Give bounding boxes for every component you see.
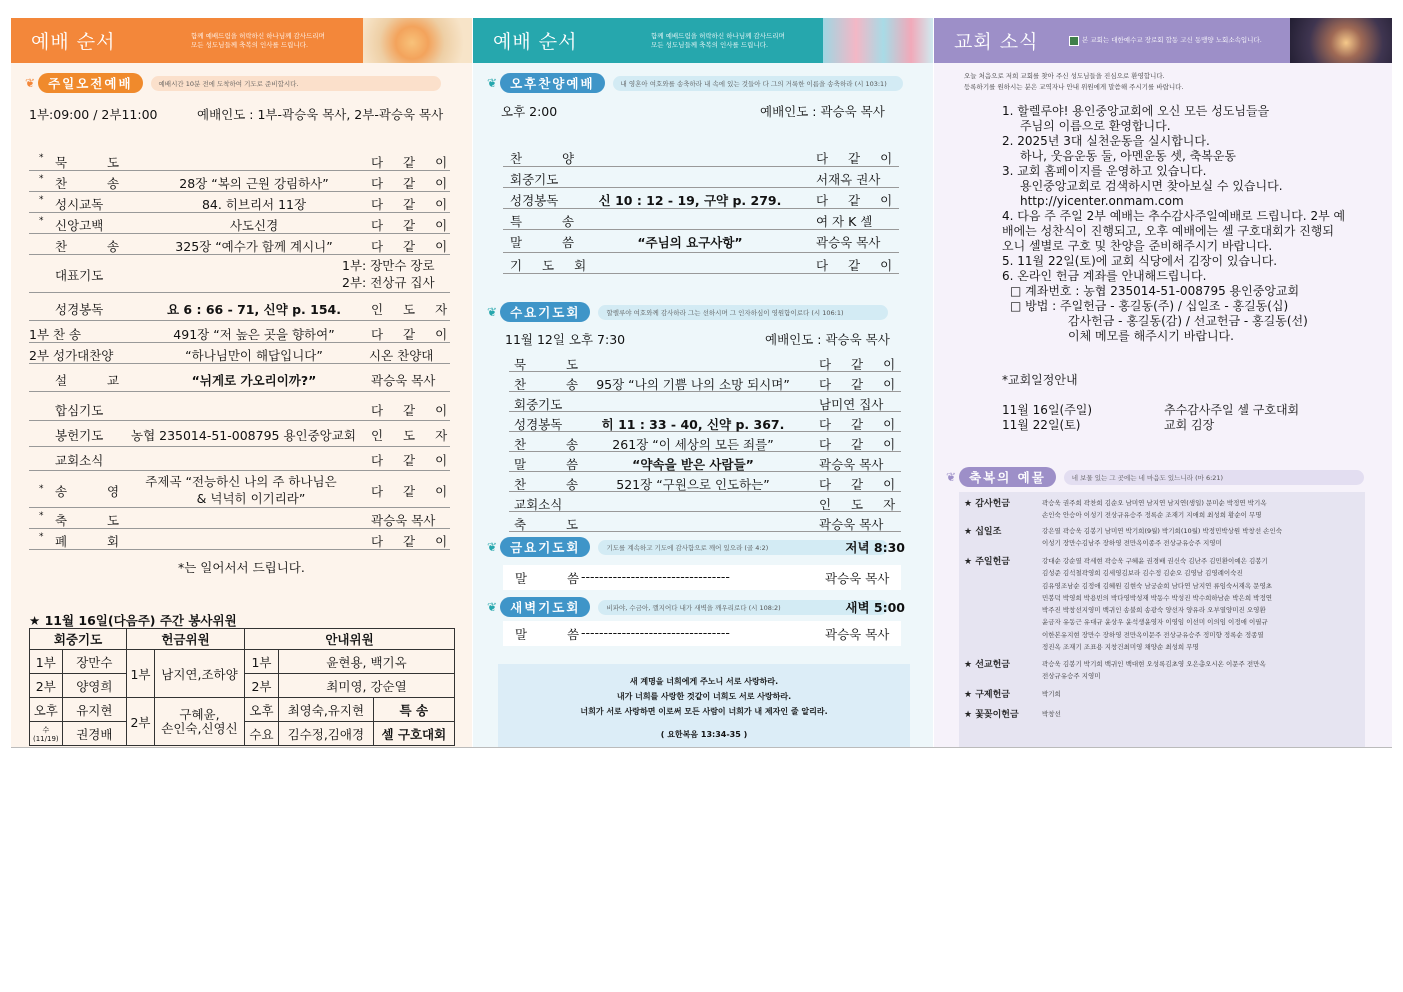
order-label: 합심기도 [55, 403, 104, 418]
sermon-title: “뉘게로 가오리이까?” [191, 373, 317, 388]
c2-section-pill: 오후찬양예배 [500, 73, 604, 93]
offering-category: ★ 구제헌금 [964, 690, 1010, 700]
order-row [29, 213, 456, 234]
doxology-label: 송 영 [55, 484, 138, 499]
tulip-photo [823, 18, 933, 63]
closing-who: 다 같 이 [371, 534, 456, 549]
c1-subtitle [191, 32, 366, 48]
serve-cell: 2부 [245, 674, 279, 698]
news-item: 하나, 웃음운동 둘, 아멘운동 셋, 축복운동 [1020, 149, 1236, 163]
order-who: 곽승욱 목사 [819, 517, 884, 532]
verse-line: 내가 너희를 사랑한 것같이 너희도 서로 사랑하라. [616, 692, 792, 701]
news-item: 5. 11월 22일(토)에 교회 식당에서 김장이 있습니다. [1002, 254, 1278, 268]
names-line: 윤금자 유동근 유대규 윤상우 윤석생윤영자 이영임 이선미 이의임 이정애 이필규 [1042, 618, 1268, 627]
order-label: 찬 양 [510, 151, 593, 166]
order-content: “약속을 받은 사람들” [632, 457, 754, 472]
serve-cell: 최미영, 강순열 [279, 674, 455, 698]
order-row [503, 253, 899, 274]
order-row [29, 422, 456, 447]
order-who: 다 같 이 [819, 437, 904, 452]
order-row [503, 230, 899, 253]
welcome-line: 등록하기를 원하시는 분은 교역자나 안내 위원에게 말씀해 주시기를 바랍니다. [964, 83, 1184, 91]
serve-cell: 2부 [127, 698, 155, 746]
order-who: 인 도 자 [819, 497, 904, 512]
wed-leader: 예배인도 : 곽승욱 목사 [765, 332, 890, 347]
choir-text: “하나님만이 해답입니다” [185, 348, 323, 363]
order-who: 여 자 K 셀 [816, 214, 873, 229]
afternoon-service-panel [473, 18, 933, 748]
order-label: 묵 도 [55, 155, 138, 170]
welcome-line: 오늘 처음으로 저희 교회를 찾아 주신 성도님들을 진심으로 환영합니다. [964, 72, 1165, 80]
order-label: 성시교독 [55, 197, 104, 212]
verse-line: 너희가 서로 사랑하면 이로써 모든 사람이 너희가 내 제자인 줄 알리라. [580, 707, 828, 716]
names-line: 정진옥 조재기 조표용 지창건최미영 채양순 최성희 무명 [1042, 643, 1199, 652]
order-who: 다 같 이 [371, 218, 456, 233]
serve-title-text: 11월 16일(다음주) 주간 봉사위원 [44, 613, 237, 628]
offering-names [1042, 555, 1272, 653]
dawn-who: 곽승욱 목사 [825, 627, 890, 642]
order-label: 성경봉독 [514, 417, 563, 432]
order-label: 회중기도 [510, 172, 559, 187]
leaf-icon: ❦ [487, 540, 498, 554]
serve-cell: 2부 [30, 674, 63, 698]
afternoon-time: 오후 2:00 [501, 104, 558, 119]
c1-time: 1부:09:00 / 2부11:00 [29, 107, 158, 122]
order-content: 325장 “예수가 함께 계시니” [175, 239, 333, 254]
flower-photo [363, 18, 472, 63]
offering-section-note: 네 보물 있는 그 곳에는 네 마음도 있느니라 (마 6:21) [1064, 470, 1364, 485]
news-item: 오니 셀별로 구호 및 찬양을 준비해주시기 바랍니다. [1002, 239, 1273, 253]
order-label: 찬 송 [55, 239, 138, 254]
closing-row [29, 529, 456, 550]
closing-label: 폐 회 [55, 534, 138, 549]
order-who: 다 같 이 [371, 403, 456, 418]
names-line: 손인숙 안승아 이성기 전상규유승주 정록순 조재기 지애희 최성희 황순이 무명 [1042, 511, 1262, 520]
order-content: 261장 “이 세상의 모든 죄를” [612, 437, 774, 452]
offering-category: ★ 감사헌금 [964, 499, 1010, 509]
offering-names [1042, 688, 1061, 700]
c2-subtitle-line: 모든 성도님들께 축복의 인사를 드립니다. [651, 40, 769, 49]
order-label: 교회소식 [55, 453, 104, 468]
order-row [29, 171, 456, 192]
offering-section-header [946, 467, 1364, 487]
news-item: 3. 교회 홈페이지를 운영하고 있습니다. [1002, 164, 1207, 178]
schedule-event: 추수감사주일 셀 구호대회 [1164, 403, 1300, 417]
order-who: 서재옥 권사 [816, 172, 881, 187]
c2-section-header [487, 73, 903, 93]
sermon-label: 설 교 [55, 373, 138, 388]
offering-category: ★ 선교헌금 [964, 660, 1010, 670]
doxology-line: 주제곡 “전능하신 나의 주 하나님은 [145, 474, 337, 489]
order-who: 다 같 이 [371, 484, 456, 499]
news-item: 4. 다음 주 주일 2부 예배는 추수감사주일예배로 드립니다. 2부 예 [1002, 209, 1346, 223]
c3-title: 교회 소식 [954, 31, 1039, 53]
stand-note: *는 일어서서 드립니다. [178, 560, 305, 575]
c1-title: 예배 순서 [31, 31, 116, 53]
order-who: 다 같 이 [371, 453, 456, 468]
fri-section-pill: 금요기도회 [500, 537, 590, 557]
serve-cell: 김수정,김애경 [279, 722, 374, 746]
order-label: 말 씀 [510, 235, 593, 250]
doxology-line: & 넉넉히 이기리라” [196, 491, 306, 506]
order-content: 521장 “구원으로 인도하는” [616, 477, 770, 492]
lantern-photo [1290, 18, 1392, 63]
dawn-label: 말 씀 [515, 627, 598, 642]
c1-subtitle-line: 모든 성도님들께 축복의 인사를 드립니다. [191, 40, 309, 49]
offering-list [959, 492, 1365, 748]
stand-mark: * [39, 195, 44, 205]
reading-label: 성경봉독 [55, 302, 104, 317]
order-label: 성경봉독 [510, 193, 559, 208]
c2-subtitle [651, 32, 826, 48]
fri-label: 말 씀 [515, 571, 598, 586]
benediction-who: 곽승욱 목사 [371, 513, 436, 528]
stand-mark: * [39, 532, 44, 542]
news-item: 용인중앙교회로 검색하시면 찾아보실 수 있습니다. [1020, 179, 1283, 193]
verse-line: 새 계명을 너희에게 주노니 서로 사랑하라. [629, 677, 779, 686]
reading-who: 인 도 자 [371, 302, 456, 317]
order-label: 찬 송 [55, 176, 138, 191]
serve-table [29, 628, 455, 746]
names-line: 강은열 곽승욱 김봉기 남미연 박기희(9월) 박기희(10월) 박정민박상원 박창선 손인숙 [1042, 527, 1283, 535]
order-content: 84. 히브리서 11장 [201, 197, 307, 212]
order-row [29, 398, 456, 421]
c1-banner [11, 18, 472, 63]
serve-cell: 수(11/19) [30, 722, 63, 746]
names-line: 김성준 김석철곽영희 김세영김보라 김수정 김순오 김영남 김영례이숙진 [1042, 569, 1243, 578]
offering-names [1042, 658, 1266, 683]
order-row [29, 448, 456, 471]
benediction-label: 축 도 [55, 513, 138, 528]
names-line: 이한본유지현 장만수 장하영 전만옥이문주 전상규유승주 정미향 정록순 정종열 [1042, 630, 1264, 639]
order-content: 히 11 : 33 - 40, 신약 p. 367. [601, 417, 785, 432]
dawn-section-pill: 새벽기도회 [500, 597, 590, 617]
bottom-divider [11, 747, 1392, 748]
fri-row [503, 565, 901, 590]
prayer-row [29, 255, 450, 293]
order-content: 사도신경 [229, 218, 279, 233]
stand-mark: * [39, 174, 44, 184]
leaf-icon: ❦ [487, 76, 498, 90]
order-who: 다 같 이 [371, 239, 456, 254]
wed-section-pill: 수요기도회 [500, 302, 590, 322]
order-content: 95장 “나의 기쁨 나의 소망 되시며” [596, 377, 790, 392]
order-label: 교회소식 [514, 497, 563, 512]
church-news-panel [934, 18, 1392, 748]
c2-title: 예배 순서 [493, 31, 578, 53]
c3-subtitle: 본 교회는 대한예수교 장로회 합동 고신 동맹양 노회소속입니다. [1082, 36, 1262, 45]
order-row [29, 234, 456, 255]
leaf-icon: ❦ [487, 600, 498, 614]
order-row [503, 188, 899, 209]
order-who: 다 같 이 [816, 193, 901, 208]
wed-time: 11월 12일 오후 7:30 [505, 332, 626, 347]
website-link[interactable]: http://yicenter.onmam.com [1020, 194, 1184, 208]
doxology-row [29, 472, 456, 508]
afternoon-leader: 예배인도 : 곽승욱 목사 [760, 104, 885, 119]
schedule-date: 11월 22일(토) [1002, 418, 1081, 432]
order-label: 찬 송 [514, 477, 597, 492]
names-line: 전상규유승주 지영미 [1042, 672, 1101, 681]
schedule-event: 교회 김장 [1164, 418, 1215, 432]
serve-cell: 장만수 [62, 650, 126, 674]
order-row [509, 472, 904, 492]
order-label: 축 도 [514, 517, 597, 532]
choir-who: 시온 찬양대 [369, 348, 434, 363]
news-item: 배에는 성찬식이 진행되고, 오후 예배에는 셀 구호대회가 진행되 [1002, 224, 1334, 238]
order-who: 다 같 이 [371, 155, 456, 170]
sermon-who: 곽승욱 목사 [371, 373, 436, 388]
serve-head: 헌금위원 [127, 629, 245, 650]
stand-mark: * [39, 484, 44, 494]
account-line: □ 방법 : 주일헌금 - 홍길동(주) / 십일조 - 홍길동(십) [1010, 299, 1289, 313]
serve-cell: 최영숙,유지현 [279, 698, 374, 722]
order-row [509, 372, 904, 392]
dawn-row [503, 621, 901, 646]
names-line: 곽승욱 권주희 곽찬희 김순오 남미연 남지연 남지연(생일) 문미순 박정연 박기옥 [1042, 499, 1267, 507]
order-row [509, 412, 904, 432]
order-who: 남미연 집사 [819, 397, 884, 412]
serve-head: 회중기도 [30, 629, 127, 650]
names-line: 김유영조남순 김정애 김혜원 김현숙 남궁순희 남다연 남지연 류임숙서재옥 문영초 [1042, 581, 1273, 590]
dawn-dash: --------------------------------- [581, 625, 730, 640]
account-line: □ 계좌번호 : 농협 235014-51-008795 용인중앙교회 [1010, 284, 1300, 298]
sermon-row [29, 367, 450, 392]
fri-time: 저녁 8:30 [845, 540, 905, 555]
offering-section-pill: 축복의 예물 [959, 467, 1056, 487]
order-label: 봉헌기도 [55, 428, 104, 443]
order-who: 다 같 이 [819, 377, 904, 392]
names-line: 박창선 [1042, 710, 1061, 718]
order-label: 기 도 회 [510, 258, 595, 273]
fri-section-note: 기도를 계속하고 기도에 감사함으로 깨어 있으라 (골 4:2) [598, 540, 888, 555]
order-who: 다 같 이 [816, 258, 901, 273]
offering-names [1042, 497, 1267, 522]
schedule-date: 11월 16일(주일) [1002, 403, 1093, 417]
c2-subtitle-line: 함께 예배드림을 허락하신 하나님께 감사드리며 [651, 32, 785, 41]
choir-label: 2부 성가대찬양 [29, 348, 114, 363]
news-item: 주님의 이름으로 환영합니다. [1020, 119, 1171, 133]
serve-cell: 1부 [30, 650, 63, 674]
stand-mark: * [39, 216, 44, 226]
offering-category: ★ 꽃꽂이헌금 [964, 710, 1019, 720]
serve-cell: 1부 [245, 650, 279, 674]
order-who: 인 도 자 [371, 428, 456, 443]
serve-cell: 양영희 [62, 674, 126, 698]
prayer-second: 2부: 전상규 집사 [342, 275, 435, 290]
serve-title: ★ 11월 16일(다음주) 주간 봉사위원 [29, 613, 237, 628]
serve-cell: 특 송 [373, 698, 454, 722]
news-item: 1. 할렐루야! 용인중앙교회에 오신 모든 성도님들을 [1002, 104, 1270, 118]
offering-names [1042, 525, 1282, 550]
c1-section-header [25, 73, 441, 93]
fri-who: 곽승욱 목사 [825, 571, 890, 586]
order-who: 다 같 이 [371, 176, 456, 191]
stand-mark: * [39, 511, 44, 521]
c2-section-note: 내 영혼아 여호와를 송축하라 내 속에 있는 것들아 다 그의 거룩한 이름을 송축하라 (시 103:1) [613, 76, 903, 91]
order-content: “주님의 요구사항” [637, 235, 743, 250]
serve-cell: 남지연,조하양 [155, 650, 245, 698]
order-row [509, 492, 904, 512]
church-logo-icon [1069, 36, 1079, 46]
order-who: 다 같 이 [819, 417, 904, 432]
order-who: 다 같 이 [816, 151, 901, 166]
account-line: 이체 메모를 해주시기 바랍니다. [1068, 329, 1234, 343]
serve-cell: 유지현 [62, 698, 126, 722]
order-label: 특 송 [510, 214, 593, 229]
offering-category: ★ 주일헌금 [964, 557, 1010, 567]
order-who: 다 같 이 [819, 477, 904, 492]
choir-row [29, 343, 450, 364]
serve-cell: 1부 [127, 650, 155, 698]
order-label: 찬 송 [514, 437, 597, 452]
prayer-label: 대표기도 [55, 268, 104, 283]
c2-banner [473, 18, 933, 63]
serve-cell: 윤현용, 백기옥 [279, 650, 455, 674]
c3-banner [934, 18, 1392, 63]
account-line: 감사헌금 - 홍길동(감) / 선교헌금 - 홍길동(선) [1068, 314, 1308, 328]
news-list [1002, 104, 1345, 344]
wed-section-note: 할렐루야 여호와께 감사하라 그는 선하시며 그 인자하심이 영원함이로다 (시 106:1) [598, 305, 888, 320]
order-row [503, 209, 899, 230]
stand-mark: * [39, 153, 44, 163]
order-who: 다 같 이 [371, 197, 456, 212]
names-line: 강대순 강순열 곽세현 곽승욱 구혜윤 권경배 권신숙 김난주 김민환이예은 김봉기 [1042, 557, 1268, 565]
prayer-first: 1부: 장만수 장로 [342, 258, 435, 273]
order-who: 곽승욱 목사 [819, 457, 884, 472]
c1-leader: 예배인도 : 1부-곽승욱 목사, 2부-곽승욱 목사 [197, 107, 444, 122]
order-who: 곽승욱 목사 [816, 235, 881, 250]
hymn-text: 491장 “저 높은 곳을 향하여” [173, 327, 335, 342]
names-line: 곽승욱 김봉기 박기희 백귀인 백대현 오성록김초영 오은총오시온 이문주 전만옥 [1042, 660, 1266, 668]
serve-head: 안내위원 [245, 629, 455, 650]
dawn-section-header [487, 597, 905, 617]
order-row [29, 150, 456, 171]
order-label: 찬 송 [514, 377, 597, 392]
serve-cell: 권경배 [62, 722, 126, 746]
serve-cell: 수요 [245, 722, 279, 746]
leaf-icon: ❦ [946, 470, 957, 484]
benediction-row [29, 508, 450, 529]
serve-cell: 오후 [30, 698, 63, 722]
leaf-icon: ❦ [487, 305, 498, 319]
order-content: 신 10 : 12 - 19, 구약 p. 279. [598, 193, 782, 208]
order-row [503, 146, 899, 167]
names-line: 민봉덕 박영희 박용빈의 박다영박성재 박동수 박성진 박수희하남순 박은희 박정연 [1042, 593, 1273, 602]
order-row [509, 352, 904, 372]
dawn-time: 새벽 5:00 [845, 600, 905, 615]
welcome-note [964, 71, 1184, 93]
names-line: 이성기 장만수김남주 장하영 전만옥이종주 전상규유승주 지영미 [1042, 539, 1222, 548]
offering-category: ★ 십일조 [964, 527, 1002, 537]
wed-section-header [487, 302, 888, 322]
order-row [509, 392, 901, 412]
c1-section-pill: 주일오전예배 [38, 73, 142, 93]
bible-verse-box [498, 664, 910, 748]
hymn-row [29, 322, 456, 343]
c1-subtitle-line: 함께 예배드림을 허락하신 하나님께 감사드리며 [191, 32, 325, 41]
morning-service-panel [11, 18, 472, 748]
news-item: 6. 온라인 헌금 계좌를 안내해드립니다. [1002, 269, 1207, 283]
hymn-who: 다 같 이 [371, 327, 456, 342]
reading-row [29, 296, 456, 321]
order-content: 28장 “복의 근원 강림하사” [179, 176, 329, 191]
schedule-title: *교회일정안내 [1002, 373, 1078, 387]
order-row [29, 192, 456, 213]
order-label: 회중기도 [514, 397, 563, 412]
names-line: 박기희 [1042, 690, 1061, 698]
order-row [503, 167, 899, 188]
names-line: 박주진 박창선지영미 백귀인 송불희 송광숙 양선자 양유라 오부열양미진 오영환 [1042, 606, 1266, 615]
order-label: 신앙고백 [55, 218, 104, 233]
order-who: 다 같 이 [819, 357, 904, 372]
serve-cell: 오후 [245, 698, 279, 722]
leaf-icon: ❦ [25, 76, 36, 90]
serve-cell: 구혜윤, 손인숙,신영신 [155, 698, 245, 746]
fri-section-header [487, 537, 905, 557]
fri-dash: --------------------------------- [581, 569, 730, 584]
dawn-section-note: 비파야, 수금아, 깰지어다 내가 새벽을 깨우리로다 (시 108:2) [598, 600, 888, 615]
order-label: 말 씀 [514, 457, 597, 472]
news-item: 2. 2025년 3대 실천운동을 실시합니다. [1002, 134, 1210, 148]
hymn-label: 1부 찬 송 [29, 327, 82, 342]
serve-cell: 셀 구호대회 [373, 722, 454, 746]
order-row [509, 452, 901, 472]
reading-text: 요 6 : 66 - 71, 신약 p. 154. [167, 302, 341, 317]
verse-reference: ( 요한복음 13:34-35 ) [660, 730, 748, 739]
order-row [509, 432, 904, 452]
order-row [509, 512, 901, 532]
offering-account: 농협 235014-51-008795 용인중앙교회 [131, 428, 356, 443]
c1-section-note: 예배시간 10분 전에 도착하여 기도로 준비합시다. [151, 76, 441, 91]
offering-names [1042, 708, 1061, 720]
order-label: 묵 도 [514, 357, 597, 372]
